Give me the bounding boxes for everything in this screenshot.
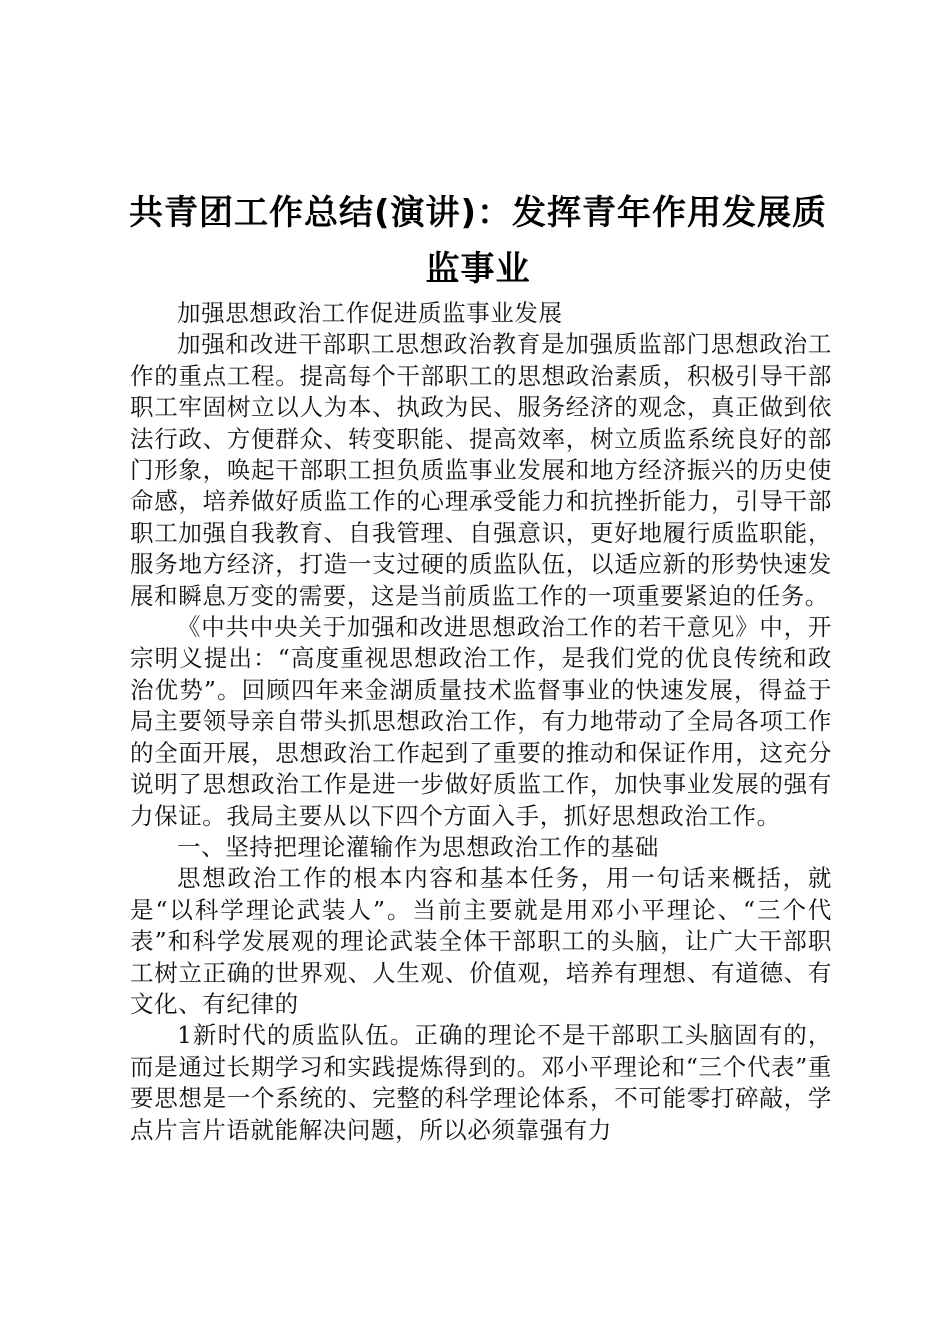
subheading: 加强思想政治工作促进质监事业发展	[177, 299, 563, 327]
document-title	[128, 185, 828, 297]
paragraph: 加强和改进干部职工思想政治教育是加强质监部门思想政治工作的重点工程。提高每个干部职工的思想政治素质，积极引导干部职工牢固树立以人为本、执政为民、服务经济的观念，真正做到依法行政、方便群众、转变职能、提高效率，树立质监系统良好的部门形象，唤起干部职工担负质监事业发展和地方经济振兴的历史使命感，培养做好质监工作的心理承受能力和抗挫折能力，引导干部职工加强自我教育、自我管理、自强意识，更好地履行质监职能，服务地方经济，打造一支过硬的质监队伍，以适应新的形势快速发展和瞬息万变的需要，这是当前质监工作的一项重要紧迫的任务。	[130, 330, 832, 610]
title-line-2: 监事业	[425, 249, 531, 289]
paragraph: 思想政治工作的根本内容和基本任务，用一句话来概括，就是“以科学理论武装人”。当前主要就是用邓小平理论、“三个代表”和科学发展观的理论武装全体干部职工的头脑，让广大干部职工树立正确的世界观、人生观、价值观，培养有理想、有道德、有文化、有纪律的	[130, 864, 832, 1018]
paragraph: 1新时代的质监队伍。正确的理论不是干部职工头脑固有的，而是通过长期学习和实践提炼得到的。邓小平理论和“三个代表”重要思想是一个系统的、完整的科学理论体系，不可能零打碎敲，学点片言片语就能解决问题，所以必须靠强有力	[130, 1021, 832, 1144]
title-line-1: 共青团工作总结(演讲)：发挥青年作用发展质	[128, 193, 828, 233]
section-heading: 一、坚持把理论灌输作为思想政治工作的基础	[177, 832, 659, 861]
document-body	[130, 298, 832, 1146]
paragraph: 《中共中央关于加强和改进思想政治工作的若干意见》中，开宗明义提出：“高度重视思想政治工作，是我们党的优良传统和政治优势”。回顾四年来金湖质量技术监督事业的快速发展，得益于局主要领导亲自带头抓思想政治工作，有力地带动了全局各项工作的全面开展，思想政治工作起到了重要的推动和保证作用，这充分说明了思想政治工作是进一步做好质监工作，加快事业发展的强有力保证。我局主要从以下四个方面入手，抓好思想政治工作。	[130, 613, 832, 830]
